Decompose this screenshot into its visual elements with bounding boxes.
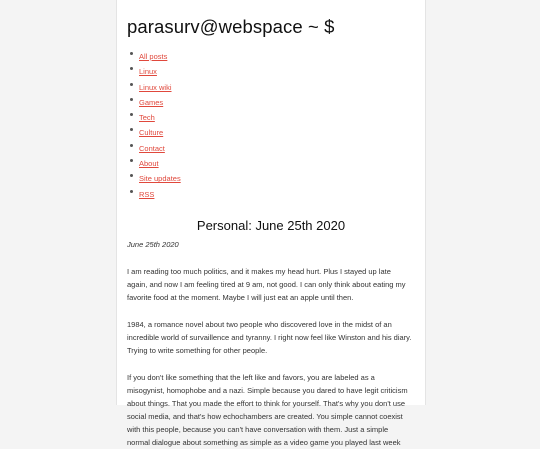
content-column — [117, 0, 415, 449]
paragraph-line: If you don't like something that the left like and favors, you are labeled as a — [127, 372, 375, 382]
nav-item-rss — [139, 186, 415, 201]
nav-link-about[interactable]: About — [139, 159, 159, 169]
post-title: Personal: June 25th 2020 — [196, 217, 346, 233]
paragraph-line: I am reading too much politics, and it makes my head hurt. Plus I stayed up late — [127, 266, 391, 276]
nav-link-tech[interactable]: Tech — [139, 113, 155, 123]
nav-link-contact[interactable]: Contact — [139, 143, 165, 153]
bullet-icon — [130, 67, 133, 70]
nav-list — [127, 48, 415, 201]
bullet-icon — [130, 98, 133, 101]
nav-item-tech — [139, 109, 415, 124]
bullet-icon — [130, 113, 133, 116]
bullet-icon — [130, 128, 133, 131]
paragraph-line: social media, and that's how echochambers are created. You simple cannot coexist — [127, 411, 403, 421]
nav-link-all-posts[interactable]: All posts — [139, 52, 168, 61]
nav-link-games[interactable]: Games — [139, 97, 164, 107]
bullet-icon — [130, 190, 133, 193]
bullet-icon — [130, 159, 133, 162]
paragraph-line: with this people, because you can't have conversation with them. Just a simple — [127, 424, 389, 434]
post-date: June 25th 2020 — [127, 239, 179, 249]
paragraph-line: again, and now I am feeling tired at 9 am, not good. I can only think about eating my — [127, 279, 406, 289]
nav-link-linux-wiki[interactable]: Linux wiki — [139, 82, 172, 92]
bullet-icon — [130, 52, 133, 55]
nav-item-linux — [139, 63, 415, 78]
post-paragraph — [127, 371, 415, 449]
nav-link-linux[interactable]: Linux — [139, 67, 157, 77]
site-title: parasurv@webspace ~ $ — [127, 16, 335, 37]
page-container — [116, 0, 426, 447]
nav-item-site-updates — [139, 170, 415, 185]
paragraph-line: normal dialogue about something as simple as a video game you played last week — [127, 437, 401, 447]
post-paragraph — [127, 318, 415, 357]
bullet-icon — [130, 83, 133, 86]
nav-link-culture[interactable]: Culture — [139, 128, 164, 138]
post-paragraph — [127, 265, 415, 304]
paragraph-line: favorite food at the moment. Maybe I will just eat an apple until then. — [127, 292, 354, 302]
nav-item-all-posts — [139, 48, 415, 63]
nav-item-culture — [139, 124, 415, 139]
nav-link-site-updates[interactable]: Site updates — [139, 174, 181, 184]
paragraph-line: 1984, a romance novel about two people who discovered love in the midst of an — [127, 319, 392, 329]
nav-item-about — [139, 155, 415, 170]
paragraph-line: incredible world of survaillence and tyranny. I right now feel like Winston and his diary. — [127, 332, 412, 342]
nav-item-contact — [139, 140, 415, 155]
bullet-icon — [130, 144, 133, 147]
paragraph-line: about things. That you made the effort to think for yourself. That's why you don't use — [127, 398, 406, 408]
paragraph-line: Trying to write something for other people. — [127, 345, 268, 355]
nav-item-linux-wiki — [139, 79, 415, 94]
nav-item-games — [139, 94, 415, 109]
bullet-icon — [130, 174, 133, 177]
nav-link-rss[interactable]: RSS — [139, 189, 155, 199]
paragraph-line: misogynist, homophobe and a nazi. Simple because you dared to have legit criticism — [127, 385, 408, 395]
